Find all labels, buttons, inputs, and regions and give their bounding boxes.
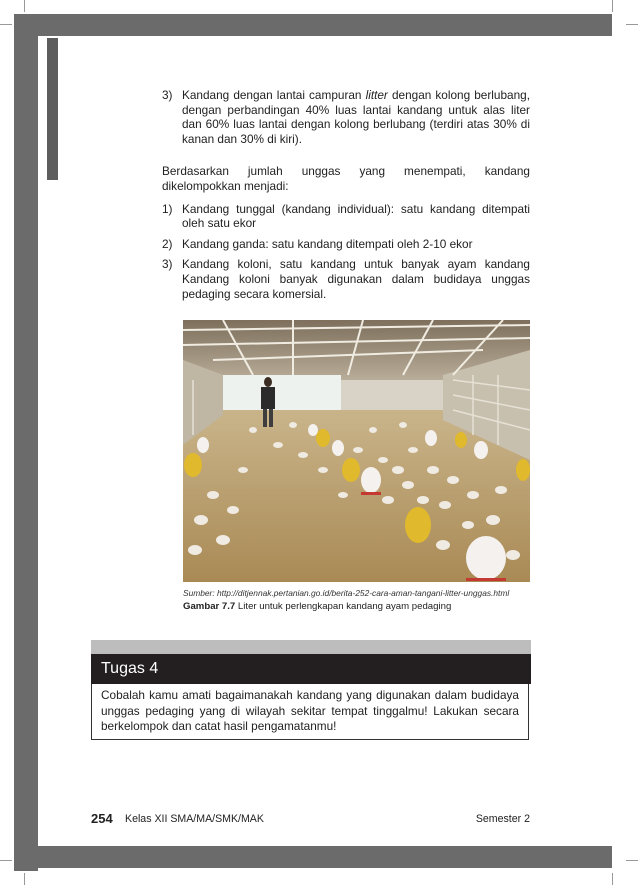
crop-mark bbox=[0, 860, 12, 861]
list-item bbox=[162, 237, 530, 252]
figure-label: Gambar 7.7 bbox=[183, 601, 236, 612]
list-text: Kandang tunggal (kandang individual): satu kandang ditempati oleh satu ekor bbox=[182, 201, 530, 231]
page-left-accent bbox=[47, 38, 58, 180]
list-text bbox=[182, 88, 530, 146]
crop-mark bbox=[626, 860, 638, 861]
crop-mark bbox=[0, 24, 12, 25]
list-item bbox=[162, 202, 530, 231]
list-number: 3) bbox=[162, 257, 173, 272]
list-text: Kandang koloni, satu kandang untuk banyak ayam kandang Kandang koloni banyak digunakan dalam budidaya unggas pedaging secara komersial. bbox=[182, 257, 530, 301]
task-header-strip bbox=[91, 640, 531, 654]
list-number: 3) bbox=[162, 88, 173, 102]
list-item bbox=[162, 257, 530, 301]
chicken-coop-photo bbox=[183, 320, 530, 582]
list-number: 1) bbox=[162, 201, 173, 216]
list-text: Kandang ganda: satu kandang ditempati oleh 2-10 ekor bbox=[182, 236, 473, 251]
task-body: Cobalah kamu amati bagaimanakah kandang yang digunakan dalam budidaya unggas pedaging yang di wilayah sekitar tempat tinggalmu! Lakukan secara berkelompok dan catat hasil pengamatanmu! bbox=[91, 684, 529, 740]
list-number: 2) bbox=[162, 236, 173, 251]
crop-mark bbox=[612, 873, 613, 885]
crop-mark bbox=[612, 0, 613, 12]
footer-class-label: Kelas XII SMA/MA/SMK/MAK bbox=[125, 813, 264, 825]
page-number: 254 bbox=[91, 811, 113, 826]
list-text-part: Kandang dengan lantai campuran bbox=[182, 88, 366, 102]
task-title: Tugas 4 bbox=[101, 660, 159, 677]
figure-source: Sumber: http://ditjennak.pertanian.go.id/berita-252-cara-aman-tangani-litter-unggas.html bbox=[183, 588, 510, 598]
italic-term: litter bbox=[365, 88, 388, 102]
main-content bbox=[162, 88, 530, 307]
crop-mark bbox=[24, 873, 25, 885]
list-item-litter bbox=[162, 88, 530, 146]
footer-semester: Semester 2 bbox=[475, 813, 530, 825]
crop-mark bbox=[626, 24, 638, 25]
intro-paragraph: Berdasarkan jumlah unggas yang menempati, kandang dikelompokkan menjadi: bbox=[162, 164, 530, 193]
page-bottom-bar bbox=[14, 846, 612, 868]
page-left-bar bbox=[14, 14, 38, 871]
figure-caption bbox=[183, 601, 451, 612]
figure-caption-text: Liter untuk perlengkapan kandang ayam pedaging bbox=[235, 601, 452, 612]
task-header bbox=[91, 654, 531, 684]
page-top-bar bbox=[14, 14, 612, 36]
cage-type-list bbox=[162, 202, 530, 302]
crop-mark bbox=[24, 0, 25, 12]
list-text-part: dengan kolong berlubang, dengan perbandingan 40% luas lantai kandang untuk alas liter dan 60% luas lantai dengan kolong berlubang (terdiri atas 30% di kanan dan 30% di kiri). bbox=[182, 88, 530, 146]
